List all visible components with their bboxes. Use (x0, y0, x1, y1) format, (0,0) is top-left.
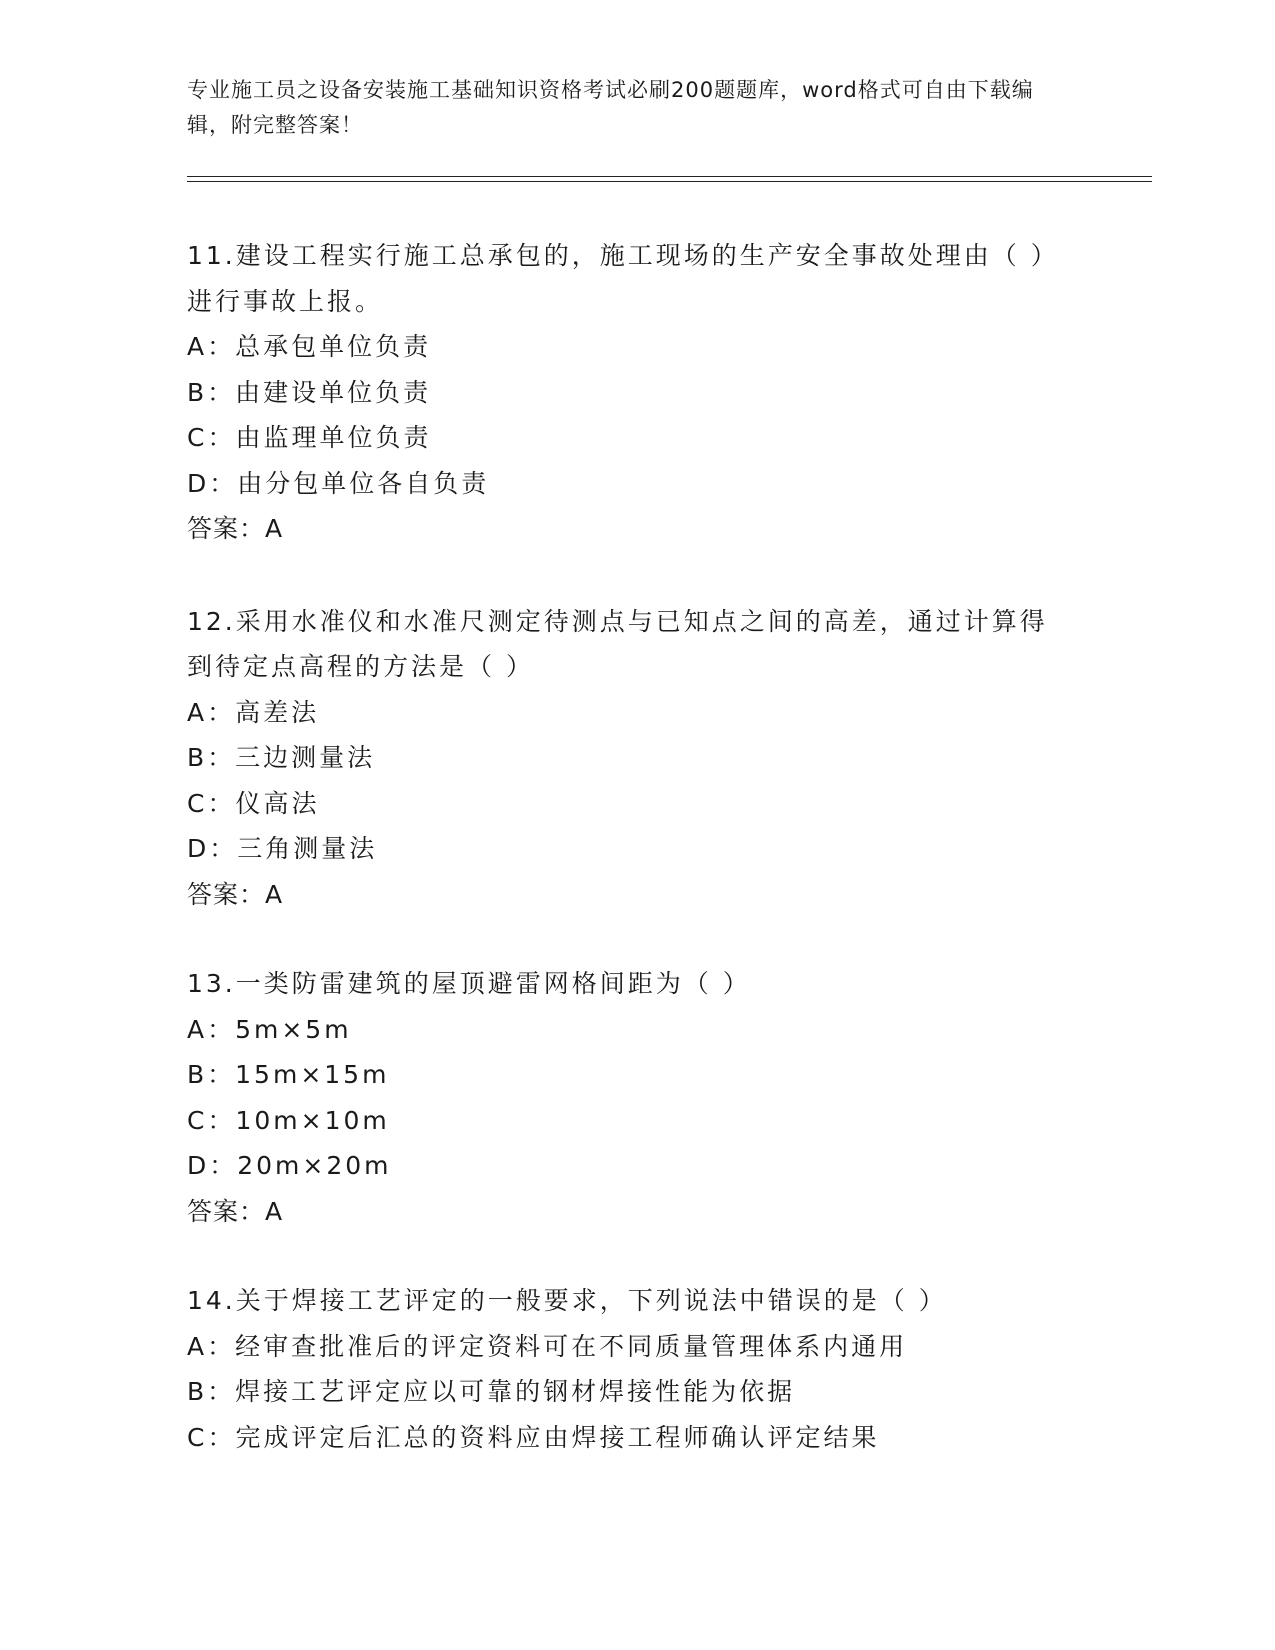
question-text: 11.建设工程实行施工总承包的，施工现场的生产安全事故处理由（ ）进行事故上报。 (187, 241, 1059, 316)
question-text: 13.一类防雷建筑的屋顶避雷网格间距为（ ） (187, 969, 751, 998)
option-a: A：经审查批准后的评定资料可在不同质量管理体系内通用 (187, 1331, 908, 1361)
option-c: C：10m×10m (187, 1105, 390, 1135)
option-a: A：总承包单位负责 (187, 332, 432, 361)
question-list (187, 233, 1087, 1460)
answer: 答案：A (187, 879, 284, 909)
spacer (187, 1234, 1087, 1278)
question-14 (187, 1278, 1087, 1460)
question-text: 14.关于焊接工艺评定的一般要求，下列说法中错误的是（ ） (187, 1286, 947, 1315)
answer: 答案：A (187, 514, 284, 543)
option-c: C：由监理单位负责 (187, 423, 432, 452)
option-d: D：三角测量法 (187, 834, 378, 863)
option-b: B：焊接工艺评定应以可靠的钢材焊接性能为依据 (187, 1377, 796, 1406)
spacer (187, 917, 1087, 961)
question-text: 12.采用水准仪和水准尺测定待测点与已知点之间的高差，通过计算得到待定点高程的方法是（ ） (187, 606, 1048, 681)
option-d: D：20m×20m (187, 1151, 392, 1180)
option-c: C：完成评定后汇总的资料应由焊接工程师确认评定结果 (187, 1422, 880, 1452)
option-a: A：高差法 (187, 697, 320, 727)
question-13 (187, 961, 1087, 1234)
option-b: B：由建设单位负责 (187, 377, 432, 407)
spacer (187, 552, 1087, 599)
document-header: 专业施工员之设备安装施工基础知识资格考试必刷200题题库，word格式可自由下载编辑，附完整答案！ (187, 78, 1034, 137)
option-b: B：三边测量法 (187, 743, 376, 772)
option-d: D：由分包单位各自负责 (187, 468, 490, 498)
option-c: C：仪高法 (187, 788, 320, 818)
option-b: B：15m×15m (187, 1060, 390, 1089)
question-11 (187, 233, 1087, 552)
answer: 答案：A (187, 1196, 284, 1226)
option-a: A：5m×5m (187, 1014, 352, 1044)
header-divider (187, 176, 1152, 182)
question-12 (187, 599, 1087, 918)
